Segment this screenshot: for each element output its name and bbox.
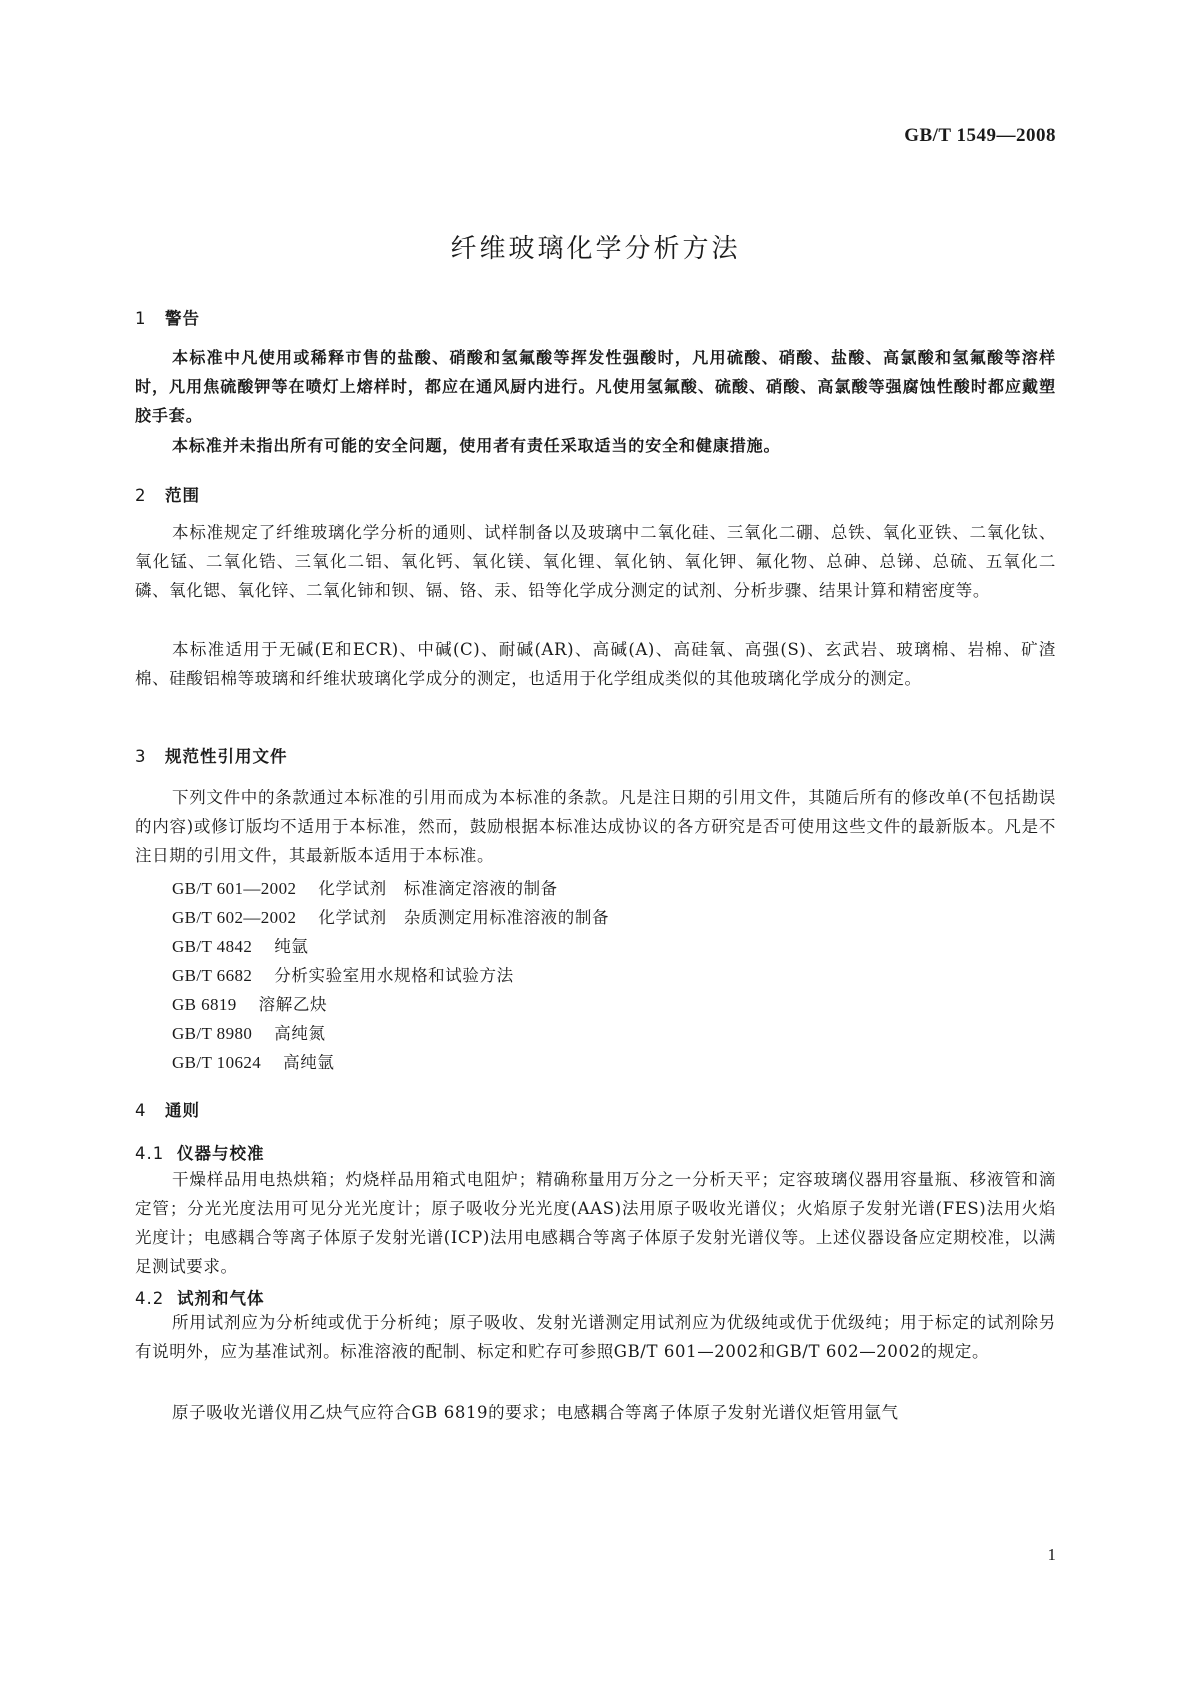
section-number: 1 xyxy=(135,309,147,328)
section-number: 4 xyxy=(135,1101,147,1120)
page-number: 1 xyxy=(1047,1545,1056,1564)
reference-item: GB/T 4842 纯氩 xyxy=(172,937,309,956)
section-title: 警告 xyxy=(165,309,200,328)
reference-item: GB/T 602—2002 化学试剂 杂质测定用标准溶液的制备 xyxy=(172,908,610,927)
reference-item: GB/T 6682 分析实验室用水规格和试验方法 xyxy=(172,966,514,985)
section-title: 规范性引用文件 xyxy=(165,747,288,766)
section-number: 2 xyxy=(135,486,147,505)
subsection-number: 4.2 xyxy=(135,1289,165,1308)
section-title: 通则 xyxy=(165,1101,200,1120)
section-title: 范围 xyxy=(165,486,200,505)
instruments-paragraph: 干燥样品用电热烘箱；灼烧样品用箱式电阻炉；精确称量用万分之一分析天平；定容玻璃仪器用容量瓶、移液管和滴定管；分光光度法用可见分光光度计；原子吸收分光光度(AAS)法用原子吸收光谱仪；火焰原子发射光谱(FES)法用火焰光度计；电感耦合等离子体原子发射光谱(ICP)法用电感耦合等离子体原子发射光谱仪等。上述仪器设备应定期校准，以满足测试要求。 xyxy=(135,1170,1056,1276)
document-title: 纤维玻璃化学分析方法 xyxy=(450,234,741,264)
reference-item: GB/T 601—2002 化学试剂 标准滴定溶液的制备 xyxy=(172,879,558,898)
section-heading-warning xyxy=(135,305,200,329)
section-number: 3 xyxy=(135,747,147,766)
subsection-heading-reagents xyxy=(135,1285,265,1309)
section-heading-scope xyxy=(135,482,200,506)
section-heading-normative-references xyxy=(135,743,288,767)
gases-paragraph: 原子吸收光谱仪用乙炔气应符合GB 6819的要求；电感耦合等离子体原子发射光谱仪炬管用氩气 xyxy=(172,1403,899,1422)
reference-item: GB 6819 溶解乙炔 xyxy=(172,995,328,1014)
reference-item: GB/T 10624 高纯氩 xyxy=(172,1053,335,1072)
reagents-paragraph: 所用试剂应为分析纯或优于分析纯；原子吸收、发射光谱测定用试剂应为优级纯或优于优级纯；用于标定的试剂除另有说明外，应为基准试剂。标准溶液的配制、标定和贮存可参照GB/T 601—2002和GB/T 602—2002的规定。 xyxy=(135,1313,1056,1361)
subsection-number: 4.1 xyxy=(135,1144,165,1163)
section-heading-general-rules xyxy=(135,1097,200,1121)
subsection-heading-instruments xyxy=(135,1140,265,1164)
subsection-title: 试剂和气体 xyxy=(177,1289,265,1308)
scope-applicability-paragraph: 本标准适用于无碱(E和ECR)、中碱(C)、耐碱(AR)、高碱(A)、高硅氧、高强(S)、玄武岩、玻璃棉、岩棉、矿渣棉、硅酸铝棉等玻璃和纤维状玻璃化学成分的测定，也适用于化学组成类似的其他玻璃化学成分的测定。 xyxy=(135,640,1056,688)
standard-number: GB/T 1549—2008 xyxy=(904,125,1056,146)
subsection-title: 仪器与校准 xyxy=(177,1144,265,1163)
warning-paragraph: 本标准中凡使用或稀释市售的盐酸、硝酸和氢氟酸等挥发性强酸时，凡用硫酸、硝酸、盐酸、高氯酸和氢氟酸等溶样时，凡用焦硫酸钾等在喷灯上熔样时，都应在通风厨内进行。凡使用氢氟酸、硫酸、硝酸、高氯酸等强腐蚀性酸时都应戴塑胶手套。 xyxy=(135,348,1056,425)
references-intro-paragraph: 下列文件中的条款通过本标准的引用而成为本标准的条款。凡是注日期的引用文件，其随后所有的修改单(不包括勘误的内容)或修订版均不适用于本标准，然而，鼓励根据本标准达成协议的各方研究是否可使用这些文件的最新版本。凡是不注日期的引用文件，其最新版本适用于本标准。 xyxy=(135,788,1056,865)
warning-note-paragraph: 本标准并未指出所有可能的安全问题，使用者有责任采取适当的安全和健康措施。 xyxy=(172,436,781,455)
scope-paragraph: 本标准规定了纤维玻璃化学分析的通则、试样制备以及玻璃中二氧化硅、三氧化二硼、总铁、氧化亚铁、二氧化钛、氧化锰、二氧化锆、三氧化二铝、氧化钙、氧化镁、氧化锂、氧化钠、氧化钾、氟化物、总砷、总锑、总硫、五氧化二磷、氧化锶、氧化锌、二氧化铈和钡、镉、铬、汞、铅等化学成分测定的试剂、分析步骤、结果计算和精密度等。 xyxy=(135,523,1056,600)
reference-item: GB/T 8980 高纯氮 xyxy=(172,1024,326,1043)
